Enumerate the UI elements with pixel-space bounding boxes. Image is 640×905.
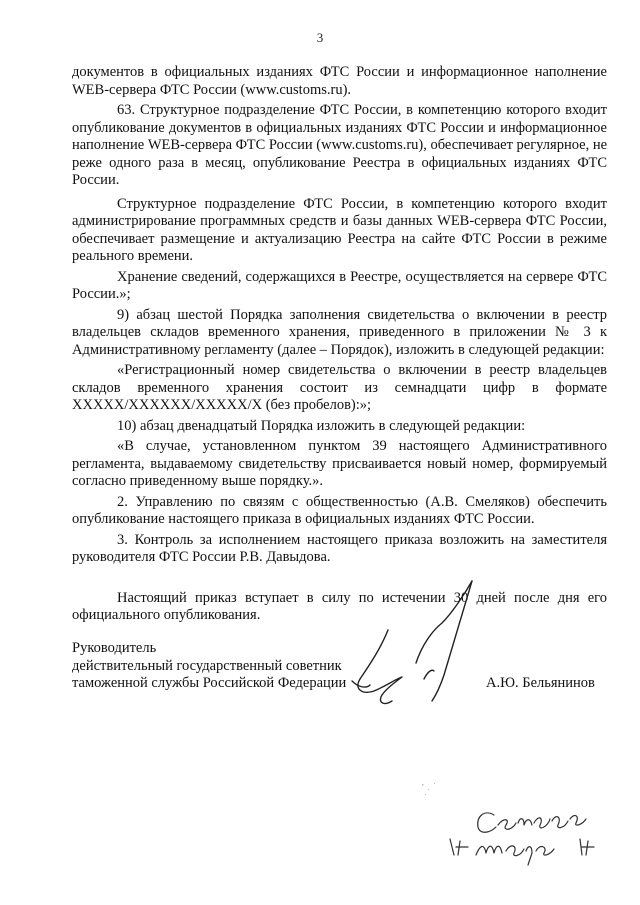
- paragraph-item-9: 9) абзац шестой Порядка заполнения свидетельства о включении в реестр владельцев складов временного хранения, приведенного в приложении № 3 к Административному регламенту (далее – Порядок), изложить в следующей редакции:: [72, 306, 607, 358]
- paragraph-63: 63. Структурное подразделение ФТС России, в компетенцию которого входит опубликование документов в официальных изданиях ФТС России и информационное наполнение WEB-сервера ФТС России (www.customs.ru), обеспечивает регулярное, не реже одного раза в месяц, опубликование Реестра в официальных изданиях ФТС России.: [72, 102, 608, 188]
- document-body: [72, 64, 607, 625]
- paragraph-new-number: «В случае, установленном пунктом 39 настоящего Административного регламента, выдаваемому свидетельству присваивается новый номер, формируемый согласно приведенному выше порядку.».: [72, 438, 607, 489]
- paragraph-storage: Хранение сведений, содержащихся в Реестре, осуществляется на сервере ФТС России.»;: [72, 268, 607, 302]
- paragraph-continuation: документов в официальных изданиях ФТС России и информационное наполнение WEB-сервера ФТС России (www.customs.ru).: [72, 64, 607, 98]
- signatory-name: А.Ю. Бельянинов: [486, 675, 595, 691]
- signature-image: [340, 575, 500, 720]
- paragraph-control: 3. Контроль за исполнением настоящего приказа возложить на заместителя руководителя ФТС России Р.В. Давыдова.: [72, 531, 607, 565]
- paragraph-publication: 2. Управлению по связям с общественностью (А.В. Смеляков) обеспечить опубликование настоящего приказа в официальных изданиях ФТС России.: [72, 493, 607, 527]
- page-number: 3: [316, 30, 324, 45]
- paragraph-effective-date: Настоящий приказ вступает в силу по истечении 30 дней после дня его официального опубликования.: [72, 589, 607, 623]
- paragraph-registration-number: «Регистрационный номер свидетельства о включении в реестр владельцев складов временного хранения состоит из семнадцати цифр в формате XXXXX/XXXXXX/XXXXX/X (без пробелов):»;: [72, 362, 607, 413]
- handwritten-date-note: [440, 795, 600, 870]
- signatory-title-line: Руководитель: [72, 640, 157, 656]
- paragraph-item-10: 10) абзац двенадцатый Порядка изложить в следующей редакции:: [117, 417, 526, 434]
- signatory-title-line: действительный государственный советник: [72, 657, 342, 674]
- paragraph-admin-server: Структурное подразделение ФТС России, в компетенцию которого входит администрирование программных средств и базы данных WEB-сервера ФТС России, обеспечивает размещение и актуализацию Реестра на сайте ФТС России в режиме реального времени.: [72, 195, 607, 264]
- signatory-title-line: таможенной службы Российской Федерации: [72, 675, 347, 691]
